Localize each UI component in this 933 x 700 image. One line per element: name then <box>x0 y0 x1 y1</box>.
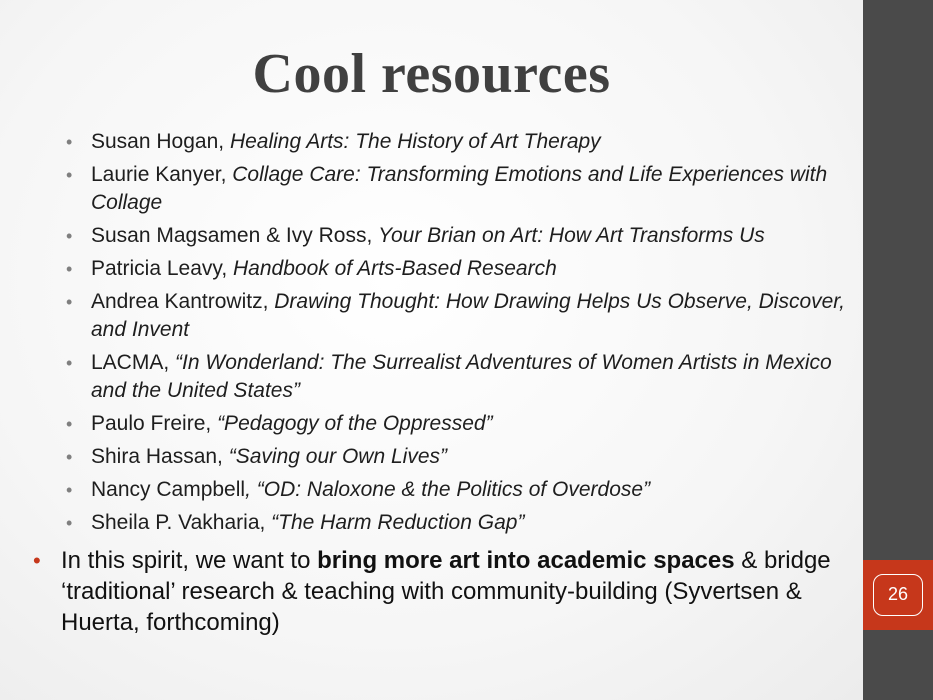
resource-work: Healing Arts: The History of Art Therapy <box>229 130 601 153</box>
list-item <box>66 128 856 156</box>
resource-work: Collage Care: Transforming Emotions and Life Experiences with Collage <box>91 163 828 214</box>
resource-author: Susan Magsamen & Ivy Ross, <box>91 224 379 247</box>
list-item <box>66 349 856 405</box>
list-item <box>66 476 856 504</box>
page-number: 26 <box>887 584 909 604</box>
list-item <box>66 288 856 344</box>
bullet-icon: • <box>66 447 73 467</box>
list-item <box>66 509 856 537</box>
resource-work: Your Brian on Art: How Art Transforms Us <box>378 224 765 247</box>
resource-author: Patricia Leavy, <box>91 257 234 280</box>
resource-work: “Pedagogy of the Oppressed” <box>217 412 493 435</box>
bullet-icon: • <box>66 132 73 152</box>
bullet-icon: • <box>66 292 73 312</box>
resource-list <box>66 128 856 542</box>
main-point-emphasis: bring more art into academic spaces <box>317 547 735 574</box>
list-item <box>66 161 856 217</box>
resource-work: Handbook of Arts-Based Research <box>233 257 557 280</box>
main-point <box>33 545 861 638</box>
resource-author: Susan Hogan, <box>91 130 230 153</box>
bullet-icon: • <box>66 353 73 373</box>
resource-author: Shira Hassan, <box>91 445 229 468</box>
resource-work: , “OD: Naloxone & the Politics of Overdose” <box>245 478 651 501</box>
resource-author: Nancy Campbell <box>91 478 246 501</box>
list-item <box>66 443 856 471</box>
resource-author: Laurie Kanyer, <box>91 163 233 186</box>
resource-work: “In Wonderland: The Surrealist Adventures of Women Artists in Mexico and the United States” <box>91 351 832 402</box>
slide-title: Cool resources <box>252 43 611 105</box>
resource-work: “Saving our Own Lives” <box>228 445 447 468</box>
list-item <box>66 410 856 438</box>
bullet-icon: • <box>66 259 73 279</box>
resource-author: Paulo Freire, <box>91 412 218 435</box>
list-item <box>66 255 856 283</box>
main-point-text-end: & bridge ‘traditional’ research & teaching with community-building (Syvertsen & Huerta, forthcoming) <box>61 547 831 636</box>
resource-author: Sheila P. Vakharia, <box>91 511 272 534</box>
bullet-icon: • <box>66 480 73 500</box>
resource-author: LACMA, <box>91 351 176 374</box>
list-item <box>66 222 856 250</box>
resource-work: “The Harm Reduction Gap” <box>271 511 525 534</box>
main-point-text: In this spirit, we want to <box>61 547 318 574</box>
bullet-icon: • <box>66 513 73 533</box>
bullet-icon: • <box>66 226 73 246</box>
resource-author: Andrea Kantrowitz, <box>91 290 275 313</box>
bullet-icon: • <box>33 548 41 573</box>
resource-work: Drawing Thought: How Drawing Helps Us Observe, Discover, and Invent <box>91 290 845 341</box>
bullet-icon: • <box>66 165 73 185</box>
bullet-icon: • <box>66 414 73 434</box>
